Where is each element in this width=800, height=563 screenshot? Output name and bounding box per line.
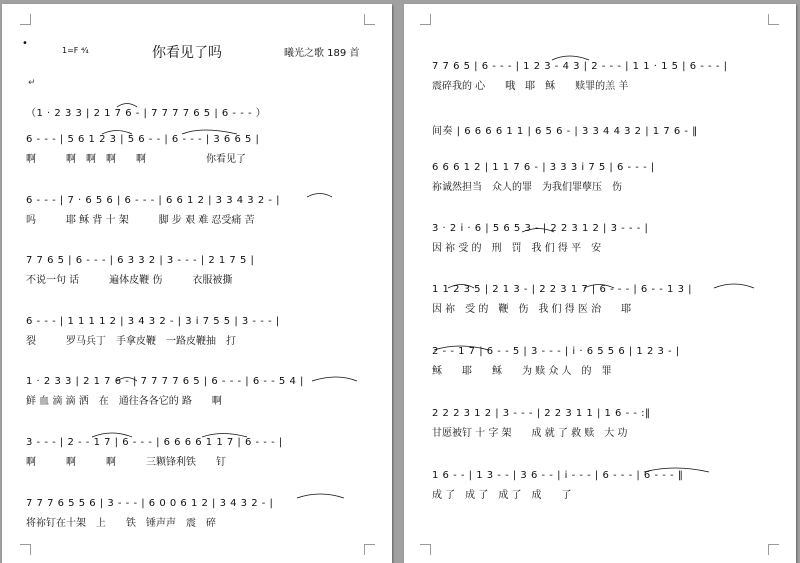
- notation-line: 3 - - - | 2 - - 1 7 | 6 - - - | 6 6 6 6 1 1 7 | 6 - - - |: [26, 437, 283, 448]
- song-credit: 曦光之歌 189 首: [284, 48, 360, 59]
- notation-line: 1 · 2 3 3 | 2 1 7 6 - | 7 7 7 7 6 5 | 6 - - - | 6 - - 5 4 |: [26, 376, 304, 387]
- notation-line: 1 6 - - | 1 3 - - | 3 6 - - | i - - - | 6 - - - | 6 - - - ‖: [432, 470, 684, 481]
- crop-mark: [420, 544, 431, 555]
- interlude-line: 间奏 | 6 6 6 6 1 1 | 6 5 6 - | 3 3 4 4 3 2 | 1 7 6 - ‖: [432, 126, 698, 137]
- notation-line: 2 - - 1 7 | 6 - - 5 | 3 - - - | i · 6 5 5 6 | 1 2 3 - |: [432, 346, 680, 357]
- lyric-line: 将祢钉在十架 上 铁 锤声声 震 碎: [26, 518, 216, 529]
- crop-mark: [768, 544, 779, 555]
- notation-line: 6 - - - | 5 6 1 2 3 | 5 6 - - | 6 - - - | 3 6 6 5 |: [26, 134, 260, 145]
- lyric-line: 不说一句 话 遍体皮鞭 伤 衣服被撕: [26, 275, 233, 286]
- notation-line: 1 1 2 3 5 | 2 1 3 - | 2 2 3 1 7 | 6 - - - | 6 - - 1 3 |: [432, 284, 692, 295]
- lyric-line: 裂 罗马兵丁 手拿皮鞭 一路皮鞭抽 打: [26, 336, 236, 347]
- notation-line: 2 2 2 3 1 2 | 3 - - - | 2 2 3 1 1 | 1 6 - - :‖: [432, 408, 651, 419]
- key-signature: 1=F ⁴⁄₄: [62, 46, 89, 55]
- lyric-line: 甘愿被钉 十 字 架 成 就 了 救 赎 大 功: [432, 428, 628, 439]
- notation-line: （1 · 2 3 3 | 2 1 7 6 - | 7 7 7 7 6 5 | 6 - - - ）: [26, 108, 267, 119]
- notation-line: 6 - - - | 1 1 1 1 2 | 3 4 3 2 - | 3 i 7 5 5 | 3 - - - |: [26, 316, 280, 327]
- notation-line: 7 7 7 6 5 5 6 | 3 - - - | 6 0 0 6 1 2 | 3 4 3 2 - |: [26, 498, 274, 509]
- lyric-line: 祢诚然担当 众人的罪 为我们罪孽压 伤: [432, 182, 622, 193]
- score-page-right: [404, 4, 796, 563]
- notation-line: 3 · 2 i · 6 | 5 6 5 3 - | 2 2 3 1 2 | 3 - - - |: [432, 223, 649, 234]
- notation-line: 7 7 6 5 | 6 - - - | 1 2 3 - 4 3 | 2 - - - | 1 1 · 1 5 | 6 - - - |: [432, 61, 728, 72]
- notation-line: 6 - - - | 7 · 6 5 6 | 6 - - - | 6 6 1 2 | 3 3 4 3 2 - |: [26, 195, 281, 206]
- crop-mark: [364, 14, 375, 25]
- lyric-line: 吗 耶 稣 背 十 架 脚 步 艰 难 忍受痛 苦: [26, 215, 255, 226]
- lyric-line: 啊 啊 啊 三颗锋利铁 钉: [26, 457, 226, 468]
- lyric-line: 震碎我的 心 哦 耶 稣 赎罪的羔 羊: [432, 81, 629, 92]
- lyric-line: 鲜 血 滴 滴 洒 在 通往各各它的 路 啊: [26, 396, 222, 407]
- crop-mark: [20, 14, 31, 25]
- paragraph-mark: ↵: [28, 78, 36, 88]
- score-page-left: [2, 4, 392, 563]
- bullet-mark: •: [22, 38, 28, 49]
- crop-mark: [768, 14, 779, 25]
- lyric-line: 啊 啊 啊 啊 啊 你看见了: [26, 154, 246, 165]
- notation-line: 7 7 6 5 | 6 - - - | 6 3 3 2 | 3 - - - | 2 1 7 5 |: [26, 255, 255, 266]
- lyric-line: 稣 耶 稣 为 赎 众 人 的 罪: [432, 366, 612, 377]
- song-title: 你看见了吗: [152, 45, 222, 61]
- crop-mark: [20, 544, 31, 555]
- lyric-line: 因 祢 受 的 鞭 伤 我 们 得 医 治 耶: [432, 304, 632, 315]
- lyric-line: 成 了 成 了 成 了 成 了: [432, 490, 572, 501]
- crop-mark: [364, 544, 375, 555]
- lyric-line: 因 祢 受 的 刑 罚 我 们 得 平 安: [432, 243, 602, 254]
- crop-mark: [420, 14, 431, 25]
- notation-line: 6 6 6 1 2 | 1 1 7 6 - | 3 3 3 i 7 5 | 6 - - - |: [432, 162, 655, 173]
